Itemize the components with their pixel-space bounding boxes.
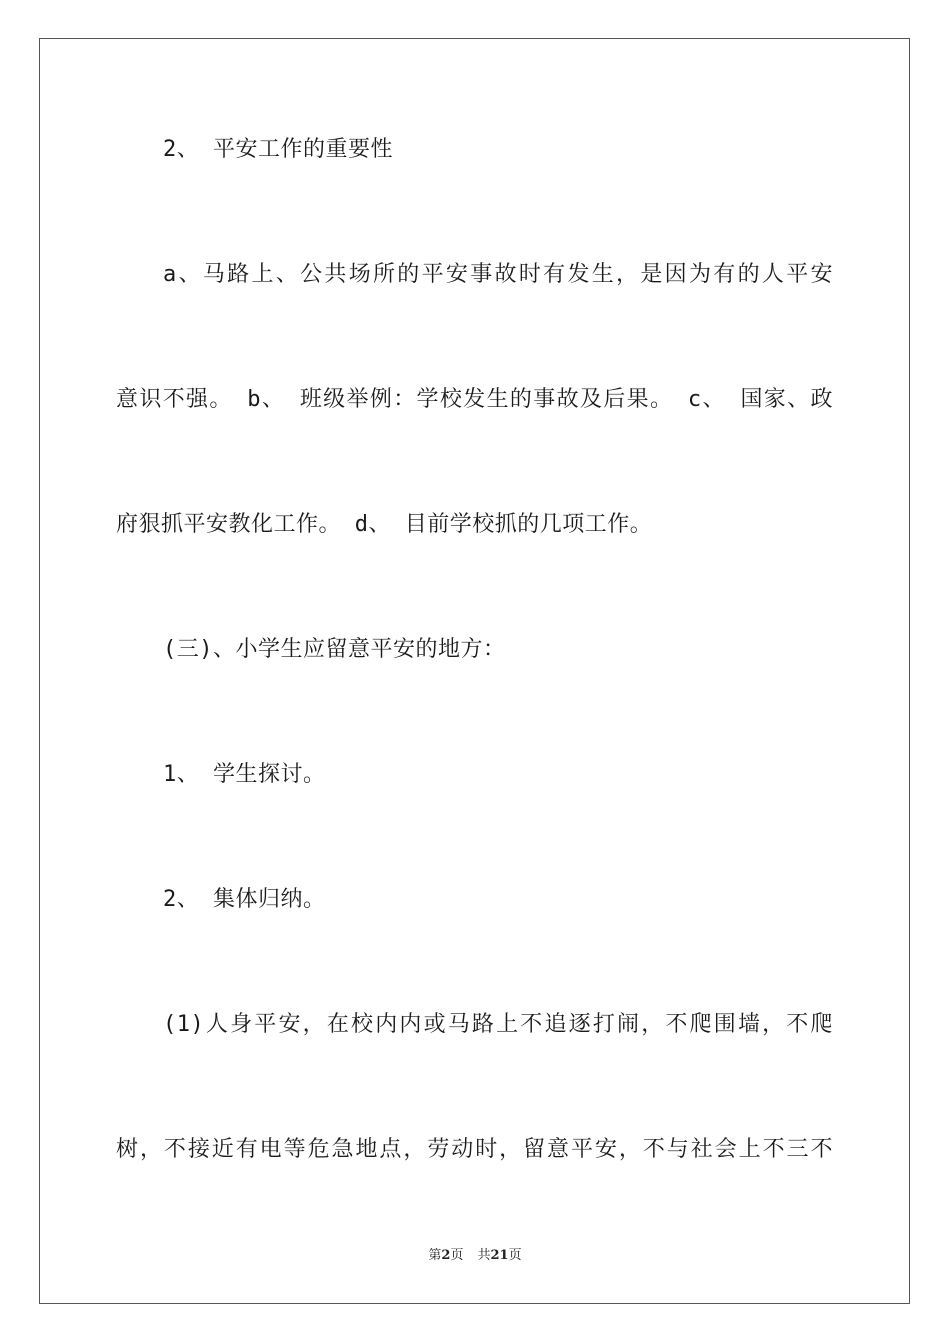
footer-page-word: 页: [450, 1248, 464, 1263]
text-line-4: 府狠抓平安教化工作。 d、 目前学校抓的几项工作。: [116, 512, 653, 537]
footer-total-pages: 21: [490, 1248, 509, 1263]
text-line-8: (1)人身平安，在校内内或马路上不追逐打闹，不爬围墙，不爬: [163, 1012, 833, 1037]
page-frame: [39, 38, 910, 1304]
text-line-1: 2、 平安工作的重要性: [163, 137, 393, 162]
text-line-9: 树，不接近有电等危急地点，劳动时，留意平安，不与社会上不三不: [116, 1137, 833, 1162]
footer-prefix: 第: [428, 1248, 442, 1263]
footer-total-suffix: 页: [508, 1248, 522, 1263]
footer-current-page: 2: [441, 1248, 451, 1263]
text-line-7: 2、 集体归纳。: [163, 887, 326, 912]
footer-total-prefix: 共: [477, 1248, 491, 1263]
page-footer: [0, 1247, 950, 1265]
text-line-2: a、马路上、公共场所的平安事故时有发生，是因为有的人平安: [163, 262, 833, 287]
text-line-6: 1、 学生探讨。: [163, 762, 326, 787]
text-line-3: 意识不强。 b、 班级举例：学校发生的事故及后果。 c、 国家、政: [116, 387, 833, 412]
text-line-5: (三)、小学生应留意平安的地方：: [163, 637, 506, 662]
